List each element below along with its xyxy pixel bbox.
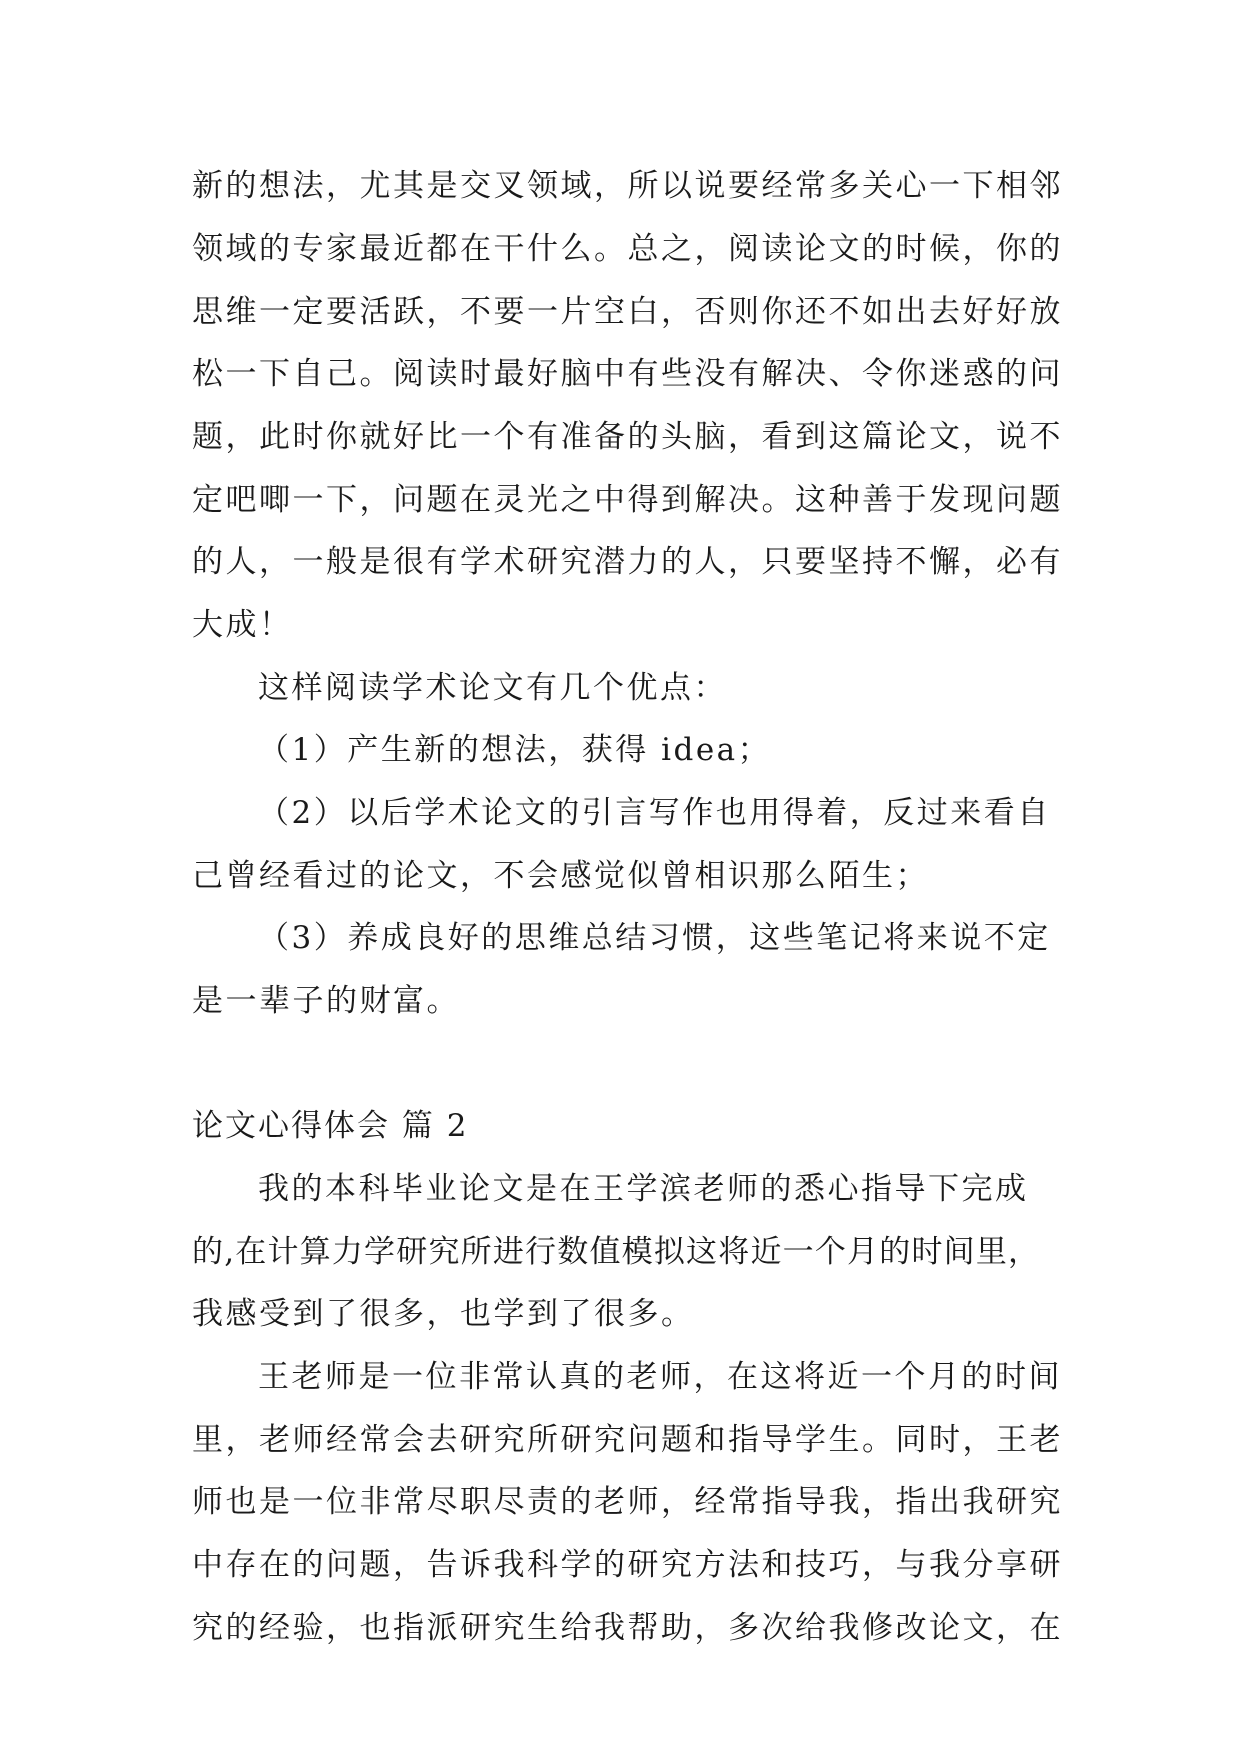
paragraph-line: 题，此时你就好比一个有准备的头脑，看到这篇论文，说不 (192, 419, 1063, 455)
paragraph-line: 的,在计算力学研究所进行数值模拟这将近一个月的时间里， (192, 1234, 1041, 1270)
advantages-intro: 这样阅读学术论文有几个优点： (258, 670, 727, 706)
paragraph-line: 究的经验，也指派研究生给我帮助，多次给我修改论文，在 (192, 1610, 1063, 1646)
paragraph-line: 思维一定要活跃，不要一片空白，否则你还不如出去好好放 (192, 294, 1063, 330)
paragraph-line: 领域的专家最近都在干什么。总之，阅读论文的时候，你的 (192, 231, 1063, 267)
advantage-item-3: （3）养成良好的思维总结习惯，这些笔记将来说不定 (258, 920, 1051, 956)
advantage-item-1: （1）产生新的想法，获得 idea； (258, 732, 772, 768)
paragraph-line: 我感受到了很多，也学到了很多。 (192, 1296, 695, 1332)
paragraph-line: 王老师是一位非常认真的老师，在这将近一个月的时间 (258, 1359, 1062, 1395)
advantage-item-2-cont: 己曾经看过的论文，不会感觉似曾相识那么陌生； (192, 858, 929, 894)
paragraph-line: 大成！ (192, 607, 293, 643)
paragraph-line: 松一下自己。阅读时最好脑中有些没有解决、令你迷惑的问 (192, 356, 1063, 392)
paragraph-line: 中存在的问题，告诉我科学的研究方法和技巧，与我分享研 (192, 1547, 1063, 1583)
advantage-item-2: （2）以后学术论文的引言写作也用得着，反过来看自 (258, 795, 1051, 831)
paragraph-line: 里，老师经常会去研究所研究问题和指导学生。同时，王老 (192, 1422, 1063, 1458)
advantage-item-3-cont: 是一辈子的财富。 (192, 983, 460, 1019)
paragraph-line: 新的想法，尤其是交叉领域，所以说要经常多关心一下相邻 (192, 168, 1063, 204)
paragraph-line: 我的本科毕业论文是在王学滨老师的悉心指导下完成 (258, 1171, 1029, 1207)
paragraph-line: 的人，一般是很有学术研究潜力的人，只要坚持不懈，必有 (192, 544, 1063, 580)
paragraph-line: 师也是一位非常尽职尽责的老师，经常指导我，指出我研究 (192, 1484, 1063, 1520)
paragraph-line: 定吧唧一下，问题在灵光之中得到解决。这种善于发现问题 (192, 482, 1063, 518)
section-heading: 论文心得体会 篇 2 (192, 1108, 469, 1144)
